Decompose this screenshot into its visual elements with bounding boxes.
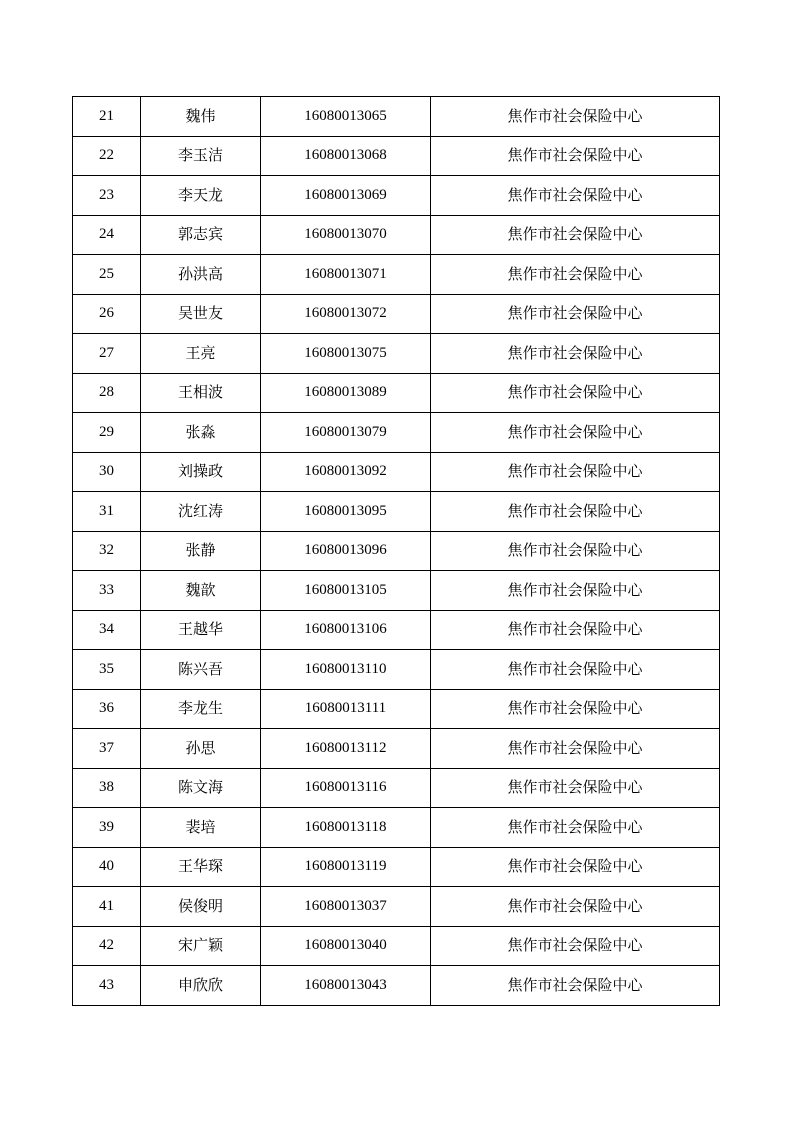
table-row xyxy=(73,689,720,729)
row-index-cell: 27 xyxy=(73,334,141,374)
row-index-cell: 43 xyxy=(73,966,141,1006)
id-number-cell: 16080013079 xyxy=(261,413,431,453)
table-row xyxy=(73,729,720,769)
organization-cell: 焦作市社会保险中心 xyxy=(431,887,720,927)
table-row xyxy=(73,97,720,137)
row-index-cell: 21 xyxy=(73,97,141,137)
table-row xyxy=(73,650,720,690)
organization-cell: 焦作市社会保险中心 xyxy=(431,334,720,374)
organization-cell: 焦作市社会保险中心 xyxy=(431,531,720,571)
id-number-cell: 16080013111 xyxy=(261,689,431,729)
row-index-cell: 25 xyxy=(73,255,141,295)
organization-cell: 焦作市社会保险中心 xyxy=(431,176,720,216)
name-cell: 魏伟 xyxy=(141,97,261,137)
name-cell: 王亮 xyxy=(141,334,261,374)
name-cell: 孙思 xyxy=(141,729,261,769)
table-row xyxy=(73,887,720,927)
organization-cell: 焦作市社会保险中心 xyxy=(431,610,720,650)
row-index-cell: 34 xyxy=(73,610,141,650)
organization-cell: 焦作市社会保险中心 xyxy=(431,97,720,137)
roster-body xyxy=(73,97,720,1006)
organization-cell: 焦作市社会保险中心 xyxy=(431,966,720,1006)
name-cell: 陈文海 xyxy=(141,768,261,808)
table-row xyxy=(73,531,720,571)
table-row xyxy=(73,334,720,374)
name-cell: 王相波 xyxy=(141,373,261,413)
table-row xyxy=(73,571,720,611)
row-index-cell: 30 xyxy=(73,452,141,492)
id-number-cell: 16080013106 xyxy=(261,610,431,650)
row-index-cell: 42 xyxy=(73,926,141,966)
row-index-cell: 39 xyxy=(73,808,141,848)
name-cell: 裴培 xyxy=(141,808,261,848)
table-row xyxy=(73,610,720,650)
id-number-cell: 16080013118 xyxy=(261,808,431,848)
name-cell: 吴世友 xyxy=(141,294,261,334)
id-number-cell: 16080013105 xyxy=(261,571,431,611)
organization-cell: 焦作市社会保险中心 xyxy=(431,808,720,848)
id-number-cell: 16080013119 xyxy=(261,847,431,887)
organization-cell: 焦作市社会保险中心 xyxy=(431,768,720,808)
table-row xyxy=(73,136,720,176)
organization-cell: 焦作市社会保险中心 xyxy=(431,136,720,176)
row-index-cell: 32 xyxy=(73,531,141,571)
row-index-cell: 28 xyxy=(73,373,141,413)
id-number-cell: 16080013089 xyxy=(261,373,431,413)
organization-cell: 焦作市社会保险中心 xyxy=(431,926,720,966)
name-cell: 刘操政 xyxy=(141,452,261,492)
name-cell: 魏歆 xyxy=(141,571,261,611)
table-row xyxy=(73,926,720,966)
organization-cell: 焦作市社会保险中心 xyxy=(431,689,720,729)
row-index-cell: 23 xyxy=(73,176,141,216)
row-index-cell: 33 xyxy=(73,571,141,611)
name-cell: 王越华 xyxy=(141,610,261,650)
row-index-cell: 41 xyxy=(73,887,141,927)
id-number-cell: 16080013068 xyxy=(261,136,431,176)
name-cell: 李天龙 xyxy=(141,176,261,216)
row-index-cell: 40 xyxy=(73,847,141,887)
organization-cell: 焦作市社会保险中心 xyxy=(431,215,720,255)
name-cell: 孙洪高 xyxy=(141,255,261,295)
id-number-cell: 16080013072 xyxy=(261,294,431,334)
id-number-cell: 16080013096 xyxy=(261,531,431,571)
name-cell: 李玉洁 xyxy=(141,136,261,176)
id-number-cell: 16080013065 xyxy=(261,97,431,137)
id-number-cell: 16080013070 xyxy=(261,215,431,255)
row-index-cell: 29 xyxy=(73,413,141,453)
organization-cell: 焦作市社会保险中心 xyxy=(431,492,720,532)
row-index-cell: 38 xyxy=(73,768,141,808)
name-cell: 王华琛 xyxy=(141,847,261,887)
organization-cell: 焦作市社会保险中心 xyxy=(431,373,720,413)
table-row xyxy=(73,373,720,413)
id-number-cell: 16080013069 xyxy=(261,176,431,216)
name-cell: 侯俊明 xyxy=(141,887,261,927)
name-cell: 张淼 xyxy=(141,413,261,453)
row-index-cell: 26 xyxy=(73,294,141,334)
table-row xyxy=(73,966,720,1006)
name-cell: 申欣欣 xyxy=(141,966,261,1006)
table-row xyxy=(73,492,720,532)
organization-cell: 焦作市社会保险中心 xyxy=(431,729,720,769)
row-index-cell: 22 xyxy=(73,136,141,176)
name-cell: 沈红涛 xyxy=(141,492,261,532)
organization-cell: 焦作市社会保险中心 xyxy=(431,294,720,334)
id-number-cell: 16080013110 xyxy=(261,650,431,690)
organization-cell: 焦作市社会保险中心 xyxy=(431,413,720,453)
id-number-cell: 16080013043 xyxy=(261,966,431,1006)
name-cell: 郭志宾 xyxy=(141,215,261,255)
id-number-cell: 16080013112 xyxy=(261,729,431,769)
organization-cell: 焦作市社会保险中心 xyxy=(431,650,720,690)
organization-cell: 焦作市社会保险中心 xyxy=(431,571,720,611)
table-row xyxy=(73,413,720,453)
name-cell: 宋广颖 xyxy=(141,926,261,966)
row-index-cell: 31 xyxy=(73,492,141,532)
name-cell: 陈兴吾 xyxy=(141,650,261,690)
id-number-cell: 16080013037 xyxy=(261,887,431,927)
table-row xyxy=(73,255,720,295)
organization-cell: 焦作市社会保险中心 xyxy=(431,452,720,492)
organization-cell: 焦作市社会保险中心 xyxy=(431,255,720,295)
id-number-cell: 16080013075 xyxy=(261,334,431,374)
roster-table xyxy=(72,96,720,1006)
id-number-cell: 16080013095 xyxy=(261,492,431,532)
row-index-cell: 24 xyxy=(73,215,141,255)
table-row xyxy=(73,808,720,848)
name-cell: 张静 xyxy=(141,531,261,571)
table-row xyxy=(73,215,720,255)
id-number-cell: 16080013071 xyxy=(261,255,431,295)
row-index-cell: 35 xyxy=(73,650,141,690)
organization-cell: 焦作市社会保险中心 xyxy=(431,847,720,887)
id-number-cell: 16080013092 xyxy=(261,452,431,492)
id-number-cell: 16080013040 xyxy=(261,926,431,966)
table-row xyxy=(73,452,720,492)
document-page xyxy=(72,96,719,1006)
row-index-cell: 37 xyxy=(73,729,141,769)
name-cell: 李龙生 xyxy=(141,689,261,729)
table-row xyxy=(73,176,720,216)
id-number-cell: 16080013116 xyxy=(261,768,431,808)
row-index-cell: 36 xyxy=(73,689,141,729)
table-row xyxy=(73,847,720,887)
table-row xyxy=(73,294,720,334)
table-row xyxy=(73,768,720,808)
